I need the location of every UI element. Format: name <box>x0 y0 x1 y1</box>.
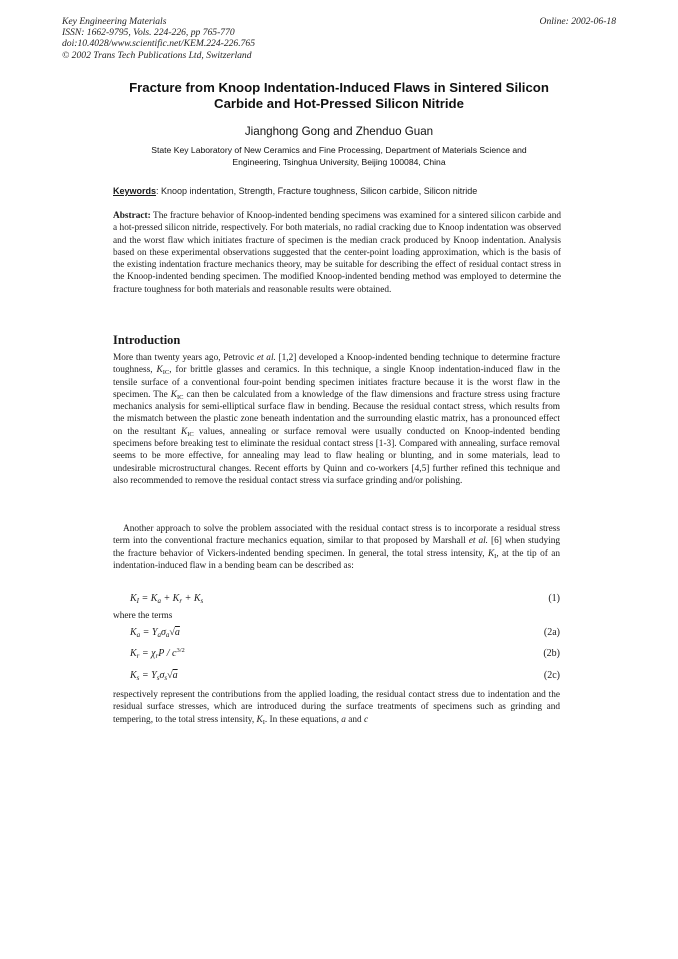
equation-1-expression: $K_I = K_a + K_r + K_s$ <box>130 593 204 605</box>
issn-line: ISSN: 1662-9795, Vols. 224-226, pp 765-770 <box>62 27 235 39</box>
equation-1-number: (1) <box>548 593 560 604</box>
abstract <box>113 210 561 296</box>
equation-1 <box>113 593 560 607</box>
abstract-text: The fracture behavior of Knoop-indented bending specimens was examined for a sintered silicon carbide and a hot-pressed silicon nitride, respectively. For both materials, no radial cracking due to Knoop indentation was observed and the worst flaw which initiates fracture of specimen is the median crack produced by Knoop indentation. Analysis based on these experimental observations suggested that the center-point loading approximation, which is the basis of the existing indentation fracture mechanics theory, may be suitable for describing the effect of residual contact stress in the Knoop-indented bending specimen. The modified Knoop-indented bending method was employed to determine the fracture toughness for both materials and reasonable results were obtained. <box>113 211 561 295</box>
equation-2a-expression: $K_a = Y_a\sigma_a√a$ <box>130 627 180 639</box>
symbol-kic: $K_{IC}$ <box>170 389 184 401</box>
online-date: Online: 2002-06-18 <box>539 16 616 27</box>
title-line-1: Fracture from Knoop Indentation-Induced Flaws in Sintered Silicon <box>129 80 549 95</box>
symbol-c: c <box>364 714 369 725</box>
header-citation <box>62 16 255 61</box>
contributions-paragraph: respectively represent the contributions from the applied loading, the residual contact stress due to indentation and the residual surface stresses, which are introduced during the surface treatments of specimens such as grinding and tempering, to the total stress intensity, $K_I$. In these equations, a and c <box>113 690 560 726</box>
symbol-ki: $K_I$ <box>487 548 497 560</box>
equation-2b-number: (2b) <box>543 648 560 659</box>
symbol-kic: $K_{IC}$ <box>156 365 170 377</box>
affiliation <box>98 145 580 168</box>
where-the-terms: where the terms <box>113 611 173 621</box>
keywords: Keywords: Knoop indentation, Strength, Fracture toughness, Silicon carbide, Silicon nitride <box>113 186 478 196</box>
equation-2b-expression: $K_r = \chi_rP / c^{3/2}$ <box>130 647 185 660</box>
section-heading-introduction: Introduction <box>113 333 181 347</box>
keywords-label: Keywords <box>113 186 157 196</box>
symbol-ki: $K_I$ <box>256 714 265 726</box>
copyright-line: © 2002 Trans Tech Publications Ltd, Switzerland <box>62 49 252 61</box>
equation-2a-number: (2a) <box>543 627 560 638</box>
equation-2a <box>113 627 560 641</box>
paper-title <box>70 80 608 112</box>
symbol-a: a <box>341 714 346 725</box>
keywords-text: Knoop indentation, Strength, Fracture toughness, Silicon carbide, Silicon nitride <box>161 186 478 196</box>
equation-2b <box>113 648 560 662</box>
equation-2c-expression: $K_s = Y_s\sigma_s√a$ <box>130 670 178 682</box>
journal-name: Key Engineering Materials <box>62 16 167 27</box>
affiliation-line-1: State Key Laboratory of New Ceramics and Fine Processing, Department of Materials Science and <box>151 145 527 155</box>
et-al: et al. <box>468 536 488 547</box>
symbol-kic: $K_{IC}$ <box>181 426 194 438</box>
author-list: Jianghong Gong and Zhenduo Guan <box>244 125 434 138</box>
doi-line: doi:10.4028/www.scientific.net/KEM.224-226.765 <box>62 38 256 50</box>
intro-paragraph-2: Another approach to solve the problem associated with the residual contact stress is to incorporate a residual stress term into the conventional fracture mechanics equation, similar to that proposed by Marshall et al. [6] when studying the fracture behavior of Vickers-indented bending specimen. In general, the total stress intensity, $K_I$, at the tip of an indentation-induced flaw in a bending beam can be described as: <box>113 524 560 571</box>
intro-paragraph-1: More than twenty years ago, Petrovic et al. [1,2] developed a Knoop-indented bending technique to determine fracture toughness, $K_{IC}$, for brittle glasses and ceramics. In this technique, a single Knoop indentation-induced flaw in the tensile surface of a conventional four-point bending specimen initiates fracture because it is the worst flaw in the specimen. The $K_{IC}$ can then be calculated from a knowledge of the flaw dimensions and fracture stress using fracture mechanics analysis for semi-elliptical surface flaw in bending. Because the residual contact stress, which results from the mismatch between the plastic zone beneath indentation and the surrounding elastic matrix, has a pronounced effect on the resultant $K_{IC}$ values, annealing or surface removal were usually conducted on Knoop-indented bending specimens before breaking test to eliminate the residual contact stress [1-3]. Compared with annealing, surface removal seems to be more effective, for annealing may lead to flaw healing or blunting, and in some materials, lead to undesirable microstructural changes. Recent efforts by Quinn and co-workers [4,5] further refined this technique and also recommended to remove the residual contact stress via surface grinding and/or polishing. <box>113 353 561 486</box>
affiliation-line-2: Engineering, Tsinghua University, Beijing 100084, China <box>232 156 446 167</box>
abstract-label: Abstract: <box>113 211 151 221</box>
et-al: et al. <box>256 353 276 363</box>
equation-2c <box>113 670 560 684</box>
equation-2c-number: (2c) <box>543 670 560 681</box>
title-line-2: Carbide and Hot-Pressed Silicon Nitride <box>214 96 464 111</box>
